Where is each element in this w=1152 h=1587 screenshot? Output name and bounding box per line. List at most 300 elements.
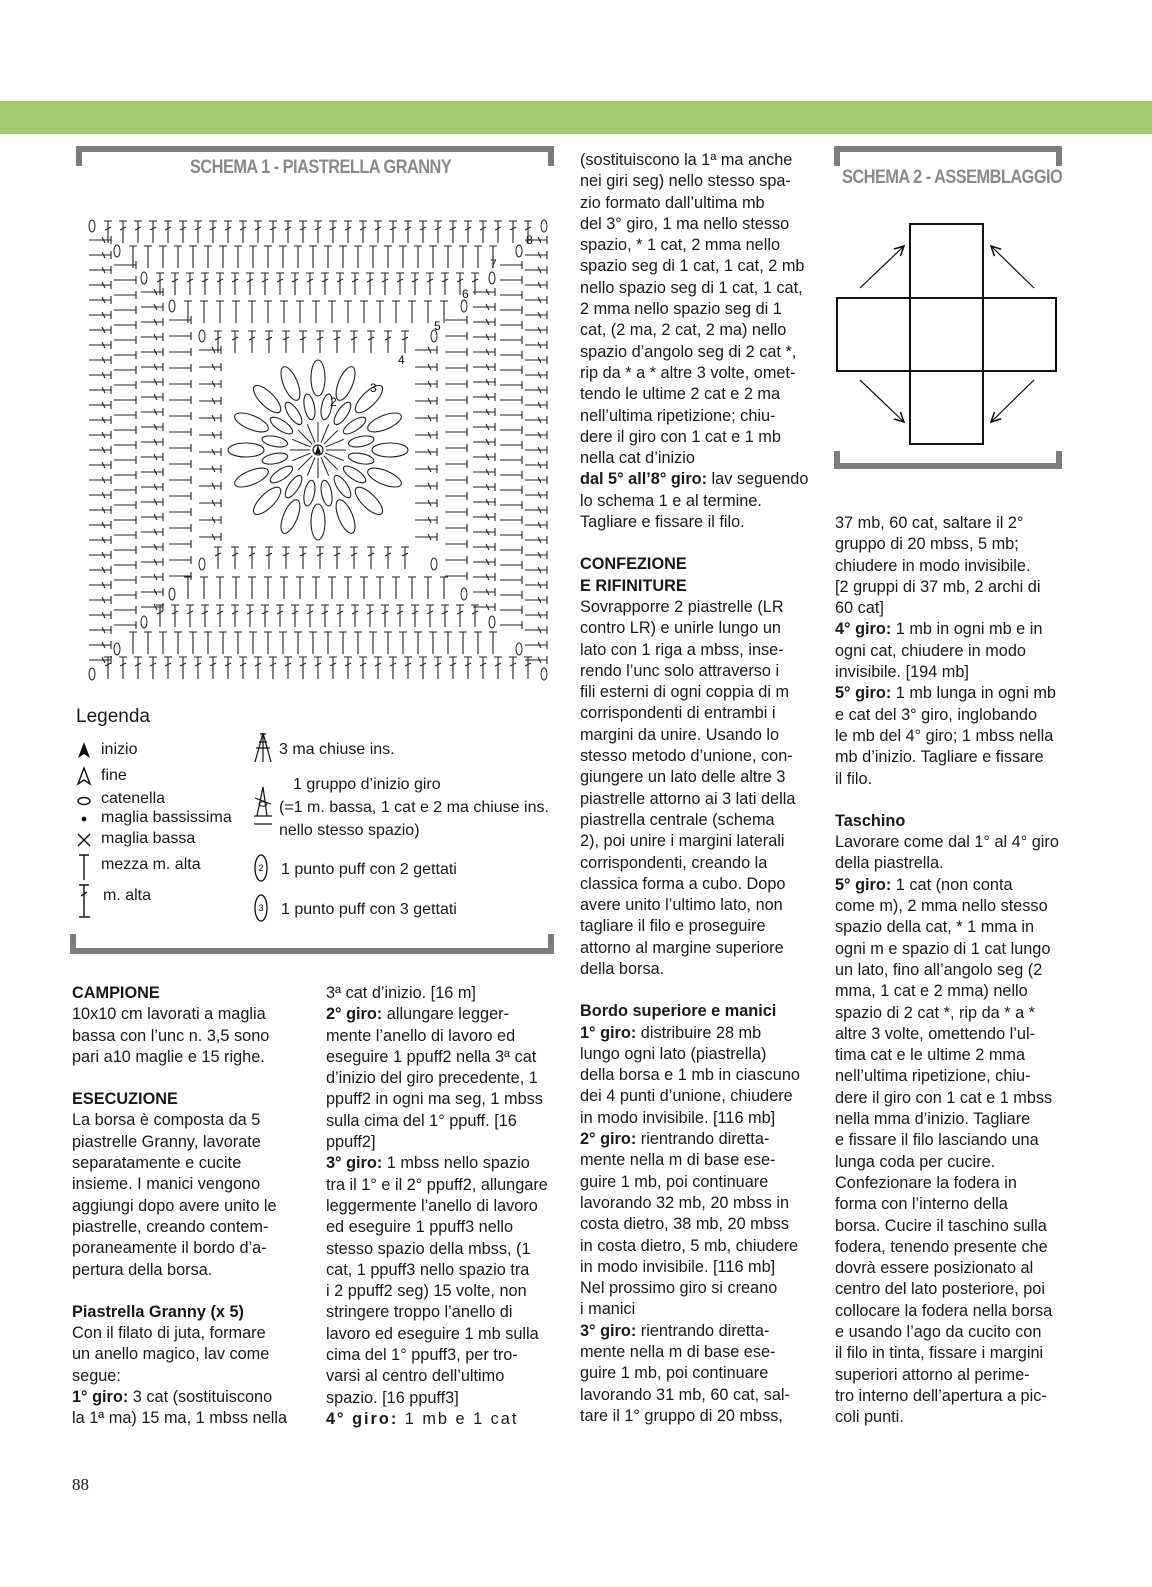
piastrella-heading: Piastrella Granny (x 5) — [72, 1302, 244, 1321]
stitch-mark — [525, 341, 547, 349]
text-line: cat, (2 ma, 2 cat, 2 ma) nello — [580, 321, 787, 340]
stitch-stroke — [299, 221, 307, 243]
stitch-stroke — [426, 273, 434, 295]
stitch-stroke — [199, 465, 221, 473]
stitch-mark — [219, 632, 227, 654]
stitch-stroke — [328, 301, 336, 323]
stitch-mark — [354, 246, 362, 268]
text-line: poraneamente il bordo d’a- — [72, 1239, 267, 1258]
text-line: eseguire 1 ppuff2 nella 3ª cat — [326, 1047, 537, 1066]
stitch-mark — [415, 397, 437, 405]
stitch-stroke — [299, 331, 307, 353]
stitch-stroke — [369, 246, 377, 268]
stitch-mark — [344, 657, 352, 679]
stitch-mark — [441, 273, 449, 295]
stitch-stroke — [500, 606, 522, 614]
round-label: 2 — [330, 395, 337, 409]
stitch-stroke — [494, 657, 502, 679]
stitch-mark — [525, 416, 547, 424]
stitch-stroke — [249, 632, 257, 654]
dal-line: dal 5° all’8° giro: lav seguendo — [580, 470, 809, 489]
stitch-mark — [500, 291, 522, 299]
stitch-stroke — [384, 331, 392, 353]
stitch-stroke — [89, 386, 111, 394]
puff-stitch-3 — [232, 409, 271, 436]
stitch-mark — [525, 506, 547, 514]
stitch-mark — [249, 246, 257, 268]
stitch-mark — [219, 246, 227, 268]
legend-fine: fine — [101, 767, 127, 784]
stitch-mark — [134, 221, 142, 243]
text-line: 2 mma nello spazio seg di 1 — [580, 300, 782, 319]
stitch-mark — [171, 273, 179, 295]
stitch-stroke — [316, 331, 324, 353]
stitch-mark — [360, 577, 368, 599]
stitch-mark — [473, 318, 495, 326]
stitch-stroke — [509, 657, 517, 679]
stitch-mark — [500, 366, 522, 374]
text-line: 60 cat] — [835, 599, 884, 618]
text-line: in costa dietro, 5 mb, chiudere — [580, 1236, 799, 1255]
arrow-bottom-right — [991, 380, 1034, 422]
stitch-mark — [204, 632, 212, 654]
stitch-mark — [248, 301, 256, 323]
stitch-mark — [114, 471, 136, 479]
stitch-mark — [194, 221, 202, 243]
stitch-stroke — [500, 591, 522, 599]
stitch-mark — [169, 396, 191, 404]
puff3-number: 3 — [258, 903, 264, 913]
stitch-stroke — [464, 221, 472, 243]
stitch-mark — [169, 492, 191, 500]
confezione-heading-2: E RIFINITURE — [580, 576, 687, 595]
stitch-mark — [169, 524, 191, 532]
stitch-stroke — [232, 577, 240, 599]
stitch-mark — [500, 321, 522, 329]
stitch-stroke — [367, 547, 375, 569]
stitch-stroke — [89, 296, 111, 304]
stitch-stroke — [389, 221, 397, 243]
stitch-stroke — [525, 356, 547, 364]
stitch-stroke — [445, 556, 467, 564]
stitch-stroke — [500, 516, 522, 524]
stitch-mark — [114, 321, 136, 329]
stitch-mark — [500, 351, 522, 359]
text-line: collocare la fodera nella borsa — [835, 1301, 1053, 1320]
stitch-stroke — [473, 483, 495, 491]
text-line: lato con 1 riga a mbss, inse- — [580, 640, 784, 659]
stitch-mark — [473, 333, 495, 341]
stitch-mark — [359, 657, 367, 679]
stitch-stroke — [500, 396, 522, 404]
text-line: Sovrapporre 2 piastrelle (LR — [580, 597, 784, 616]
puff-stitch-3 — [351, 381, 386, 416]
stitch-mark — [401, 331, 409, 353]
stitch-stroke — [89, 281, 111, 289]
stitch-stroke — [114, 381, 136, 389]
stitch-mark — [445, 444, 467, 452]
text-line: lungo ogni lato (piastrella) — [580, 1044, 767, 1063]
stitch-mark — [376, 301, 384, 323]
stitch-stroke — [401, 547, 409, 569]
t5-line: 5° giro: 1 cat (non conta — [835, 875, 1013, 894]
stitch-mark — [445, 332, 467, 340]
stitch-mark — [414, 632, 422, 654]
stitch-stroke — [261, 605, 269, 627]
stitch-mark — [500, 306, 522, 314]
stitch-mark — [429, 632, 437, 654]
text-line: cat, 1 ppuff3 nello spazio tra — [326, 1260, 530, 1279]
stitch-stroke — [265, 331, 273, 353]
text-line: [2 gruppi di 37 mb, 2 archi di — [835, 577, 1041, 596]
stitch-mark — [449, 221, 457, 243]
stitch-stroke — [415, 482, 437, 490]
stitch-mark — [189, 246, 197, 268]
stitch-stroke — [248, 577, 256, 599]
stitch-mark — [249, 632, 257, 654]
bg1-text — [580, 1044, 812, 1129]
stitch-stroke — [328, 577, 336, 599]
stitch-stroke — [114, 471, 136, 479]
stitch-stroke — [232, 301, 240, 323]
stitch-stroke — [201, 273, 209, 295]
text-line: Con il filato di juta, formare — [72, 1324, 266, 1343]
legend-mma: mezza m. alta — [101, 856, 201, 873]
stitch-stroke — [239, 657, 247, 679]
stitch-mark — [232, 301, 240, 323]
puff-stitch-3-icon — [251, 892, 271, 924]
stitch-mark — [449, 657, 457, 679]
stitch-stroke — [500, 261, 522, 269]
stitch-stroke — [415, 499, 437, 507]
stitch-mark — [141, 423, 163, 431]
stitch-mark — [299, 657, 307, 679]
text-line: guire 1 mb, poi continuare — [580, 1364, 769, 1383]
stitch-stroke — [114, 576, 136, 584]
text-line: altre 3 volte, omettendo l’ul- — [835, 1024, 1036, 1043]
puff-stitch-2 — [302, 393, 317, 420]
stitch-stroke — [89, 491, 111, 499]
stitch-mark — [344, 301, 352, 323]
stitch-mark — [440, 577, 448, 599]
stitch-mark — [329, 221, 337, 243]
text-line: in modo invisibile. [116 mb] — [580, 1257, 776, 1276]
stitch-stroke — [89, 611, 111, 619]
stitch-stroke — [445, 444, 467, 452]
stitch-stroke — [445, 540, 467, 548]
text-line: mb d’inizio. Tagliare e fissare — [835, 748, 1044, 767]
stitch-stroke — [199, 414, 221, 422]
stitch-mark — [114, 306, 136, 314]
stitch-stroke — [199, 397, 221, 405]
stitch-mark — [282, 331, 290, 353]
stitch-mark — [89, 416, 111, 424]
stitch-stroke — [473, 498, 495, 506]
esecuzione-text — [72, 1110, 304, 1280]
stitch-mark — [199, 533, 221, 541]
stitch-mark — [396, 273, 404, 295]
stitch-stroke — [201, 605, 209, 627]
stitch-stroke — [248, 301, 256, 323]
stitch-mark — [445, 524, 467, 532]
stitch-stroke — [89, 341, 111, 349]
stitch-stroke — [360, 301, 368, 323]
stitch-mark — [114, 276, 136, 284]
text-line: margini da unire. Usando lo — [580, 725, 780, 744]
stitch-mark — [434, 221, 442, 243]
stitch-stroke — [381, 273, 389, 295]
stitch-mark — [314, 657, 322, 679]
corner-chain — [169, 588, 175, 600]
stitch-stroke — [525, 521, 547, 529]
stitch-stroke — [449, 657, 457, 679]
half-double-crochet-icon — [76, 852, 98, 882]
stitch-mark — [404, 221, 412, 243]
stitch-mark — [141, 573, 163, 581]
stitch-stroke — [199, 482, 221, 490]
text-line: un anello magico, lav come — [72, 1345, 270, 1364]
stitch-mark — [114, 486, 136, 494]
stitch-mark — [169, 348, 191, 356]
stitch-stroke — [199, 533, 221, 541]
text-line: fodera, tenendo presente che — [835, 1237, 1048, 1256]
stitch-stroke — [464, 657, 472, 679]
stitch-stroke — [473, 438, 495, 446]
stitch-mark — [401, 547, 409, 569]
stitch-stroke — [114, 366, 136, 374]
stitch-stroke — [219, 246, 227, 268]
stitch-mark — [169, 364, 191, 372]
stitch-mark — [141, 363, 163, 371]
stitch-stroke — [141, 438, 163, 446]
stitch-stroke — [384, 246, 392, 268]
stitch-stroke — [525, 536, 547, 544]
stitch-stroke — [445, 380, 467, 388]
stitch-mark — [204, 246, 212, 268]
stitch-stroke — [169, 364, 191, 372]
stitch-mark — [473, 348, 495, 356]
text-line: piastrelle attorno ai 3 lati della — [580, 789, 796, 808]
stitch-mark — [199, 499, 221, 507]
stitch-stroke — [500, 501, 522, 509]
stitch-mark — [141, 318, 163, 326]
stitch-mark — [350, 547, 358, 569]
text-line: costa dietro, 38 mb, 20 mbss — [580, 1215, 790, 1234]
text-line: corrispondenti di entrambi i — [580, 704, 776, 723]
stitch-stroke — [89, 251, 111, 259]
stitch-mark — [509, 221, 517, 243]
stitch-mark — [169, 332, 191, 340]
stitch-stroke — [500, 456, 522, 464]
stitch-stroke — [333, 547, 341, 569]
stitch-stroke — [89, 626, 111, 634]
stitch-stroke — [312, 577, 320, 599]
stitch-mark — [500, 516, 522, 524]
stitch-mark — [336, 605, 344, 627]
stitch-mark — [216, 273, 224, 295]
stitch-stroke — [434, 657, 442, 679]
stitch-stroke — [381, 605, 389, 627]
stitch-stroke — [141, 363, 163, 371]
stitch-stroke — [141, 573, 163, 581]
stitch-stroke — [231, 547, 239, 569]
stitch-stroke — [473, 573, 495, 581]
stitch-mark — [445, 316, 467, 324]
stitch-mark — [141, 468, 163, 476]
stitch-stroke — [525, 581, 547, 589]
stitch-mark — [309, 632, 317, 654]
text-line: ogni cat, chiudere in modo — [835, 641, 1026, 660]
stitch-mark — [354, 632, 362, 654]
text-line: lunga coda per cucire. — [835, 1152, 996, 1171]
stitch-mark — [89, 581, 111, 589]
stitch-mark — [509, 657, 517, 679]
stitch-stroke — [141, 393, 163, 401]
stitch-mark — [114, 411, 136, 419]
stitch-stroke — [89, 266, 111, 274]
stitch-mark — [299, 331, 307, 353]
bg2-text — [580, 1150, 812, 1320]
stitch-mark — [339, 632, 347, 654]
stitch-stroke — [473, 543, 495, 551]
stitch-stroke — [500, 291, 522, 299]
stitch-stroke — [216, 577, 224, 599]
stitch-mark — [415, 431, 437, 439]
puff-stitch-3 — [311, 504, 325, 540]
stitch-stroke — [89, 401, 111, 409]
piastrella-text — [72, 1323, 304, 1387]
stitch-stroke — [141, 528, 163, 536]
tile-right — [983, 298, 1056, 371]
stitch-mark — [114, 501, 136, 509]
stitch-stroke — [89, 326, 111, 334]
stitch-mark — [408, 577, 416, 599]
stitch-stroke — [299, 657, 307, 679]
tile-left — [837, 298, 910, 371]
stitch-mark — [415, 448, 437, 456]
stitch-mark — [369, 246, 377, 268]
stitch-mark — [312, 301, 320, 323]
stitch-stroke — [369, 632, 377, 654]
stitch-stroke — [269, 657, 277, 679]
stitch-stroke — [164, 221, 172, 243]
stitch-mark — [114, 426, 136, 434]
stitch-stroke — [89, 446, 111, 454]
stitch-mark — [359, 221, 367, 243]
stitch-stroke — [216, 605, 224, 627]
tile-top — [910, 224, 983, 298]
bordo-heading: Bordo superiore e manici — [580, 1002, 777, 1021]
stitch-mark — [141, 333, 163, 341]
puff-stitch-3 — [365, 464, 404, 491]
stitch-mark — [445, 364, 467, 372]
stitch-mark — [324, 246, 332, 268]
stitch-stroke — [199, 380, 221, 388]
text-line: ppuff2] — [326, 1133, 376, 1152]
stitch-mark — [525, 371, 547, 379]
stitch-stroke — [114, 516, 136, 524]
stitch-mark — [141, 438, 163, 446]
stitch-mark — [231, 605, 239, 627]
text-line: coli punti. — [835, 1408, 904, 1427]
corner-chain — [461, 588, 467, 600]
stitch-mark — [199, 380, 221, 388]
stitch-stroke — [411, 273, 419, 295]
stitch-mark — [525, 281, 547, 289]
giro4-line: 4° giro: 1 mb e 1 cat — [326, 1409, 519, 1428]
text-line: varsi al centro dell’ultimo — [326, 1367, 505, 1386]
text-line: ppuff2 in ogni ma seg, 1 mbss — [326, 1090, 543, 1109]
stitch-stroke — [141, 408, 163, 416]
stitch-mark — [473, 303, 495, 311]
stitch-stroke — [294, 246, 302, 268]
stitch-mark — [89, 566, 111, 574]
arrow-top-left — [860, 246, 904, 288]
stitch-stroke — [149, 657, 157, 679]
stitch-mark — [89, 431, 111, 439]
stitch-mark — [473, 288, 495, 296]
stitch-mark — [234, 632, 242, 654]
stitch-stroke — [291, 605, 299, 627]
stitch-mark — [445, 396, 467, 404]
assembly-diagram — [834, 220, 1064, 450]
giro3-line: 3° giro: 1 mbss nello spazio — [326, 1154, 530, 1173]
stitch-mark — [171, 605, 179, 627]
text-column-3 — [580, 150, 812, 1427]
schema2-frame-top — [834, 146, 1062, 166]
stitch-mark — [473, 438, 495, 446]
arrow-top-right — [991, 246, 1034, 288]
stitch-stroke — [169, 524, 191, 532]
stitch-mark — [426, 273, 434, 295]
stitch-mark — [500, 396, 522, 404]
text-line: Tagliare e fissare il filo. — [580, 513, 745, 532]
stitch-stroke — [169, 460, 191, 468]
stitch-mark — [141, 348, 163, 356]
stitch-stroke — [309, 632, 317, 654]
stitch-stroke — [525, 476, 547, 484]
stitch-stroke — [376, 577, 384, 599]
stitch-mark — [248, 547, 256, 569]
round-label: 7 — [490, 257, 497, 271]
stitch-stroke — [169, 492, 191, 500]
stitch-stroke — [246, 273, 254, 295]
stitch-stroke — [359, 221, 367, 243]
text-line: La borsa è composta da 5 — [72, 1111, 261, 1130]
stitch-stroke — [350, 331, 358, 353]
stitch-mark — [89, 476, 111, 484]
stitch-stroke — [339, 246, 347, 268]
stitch-mark — [89, 551, 111, 559]
stitch-mark — [169, 460, 191, 468]
stitch-stroke — [351, 605, 359, 627]
stitch-mark — [381, 273, 389, 295]
stitch-mark — [119, 221, 127, 243]
stitch-stroke — [231, 331, 239, 353]
stitch-mark — [200, 301, 208, 323]
col2-line-0: 3ª cat d’inizio. [16 m] — [326, 984, 476, 1002]
text-line: dei 4 punti d’unione, chiudere — [580, 1087, 793, 1106]
stitch-mark — [366, 605, 374, 627]
puff-stitch-2 — [319, 479, 334, 506]
puff2-number: 2 — [258, 863, 264, 873]
stitch-mark — [199, 448, 221, 456]
stitch-mark — [186, 273, 194, 295]
corner-chain — [516, 245, 522, 257]
stitch-stroke — [500, 381, 522, 389]
stitch-mark — [199, 414, 221, 422]
stitch-stroke — [264, 577, 272, 599]
